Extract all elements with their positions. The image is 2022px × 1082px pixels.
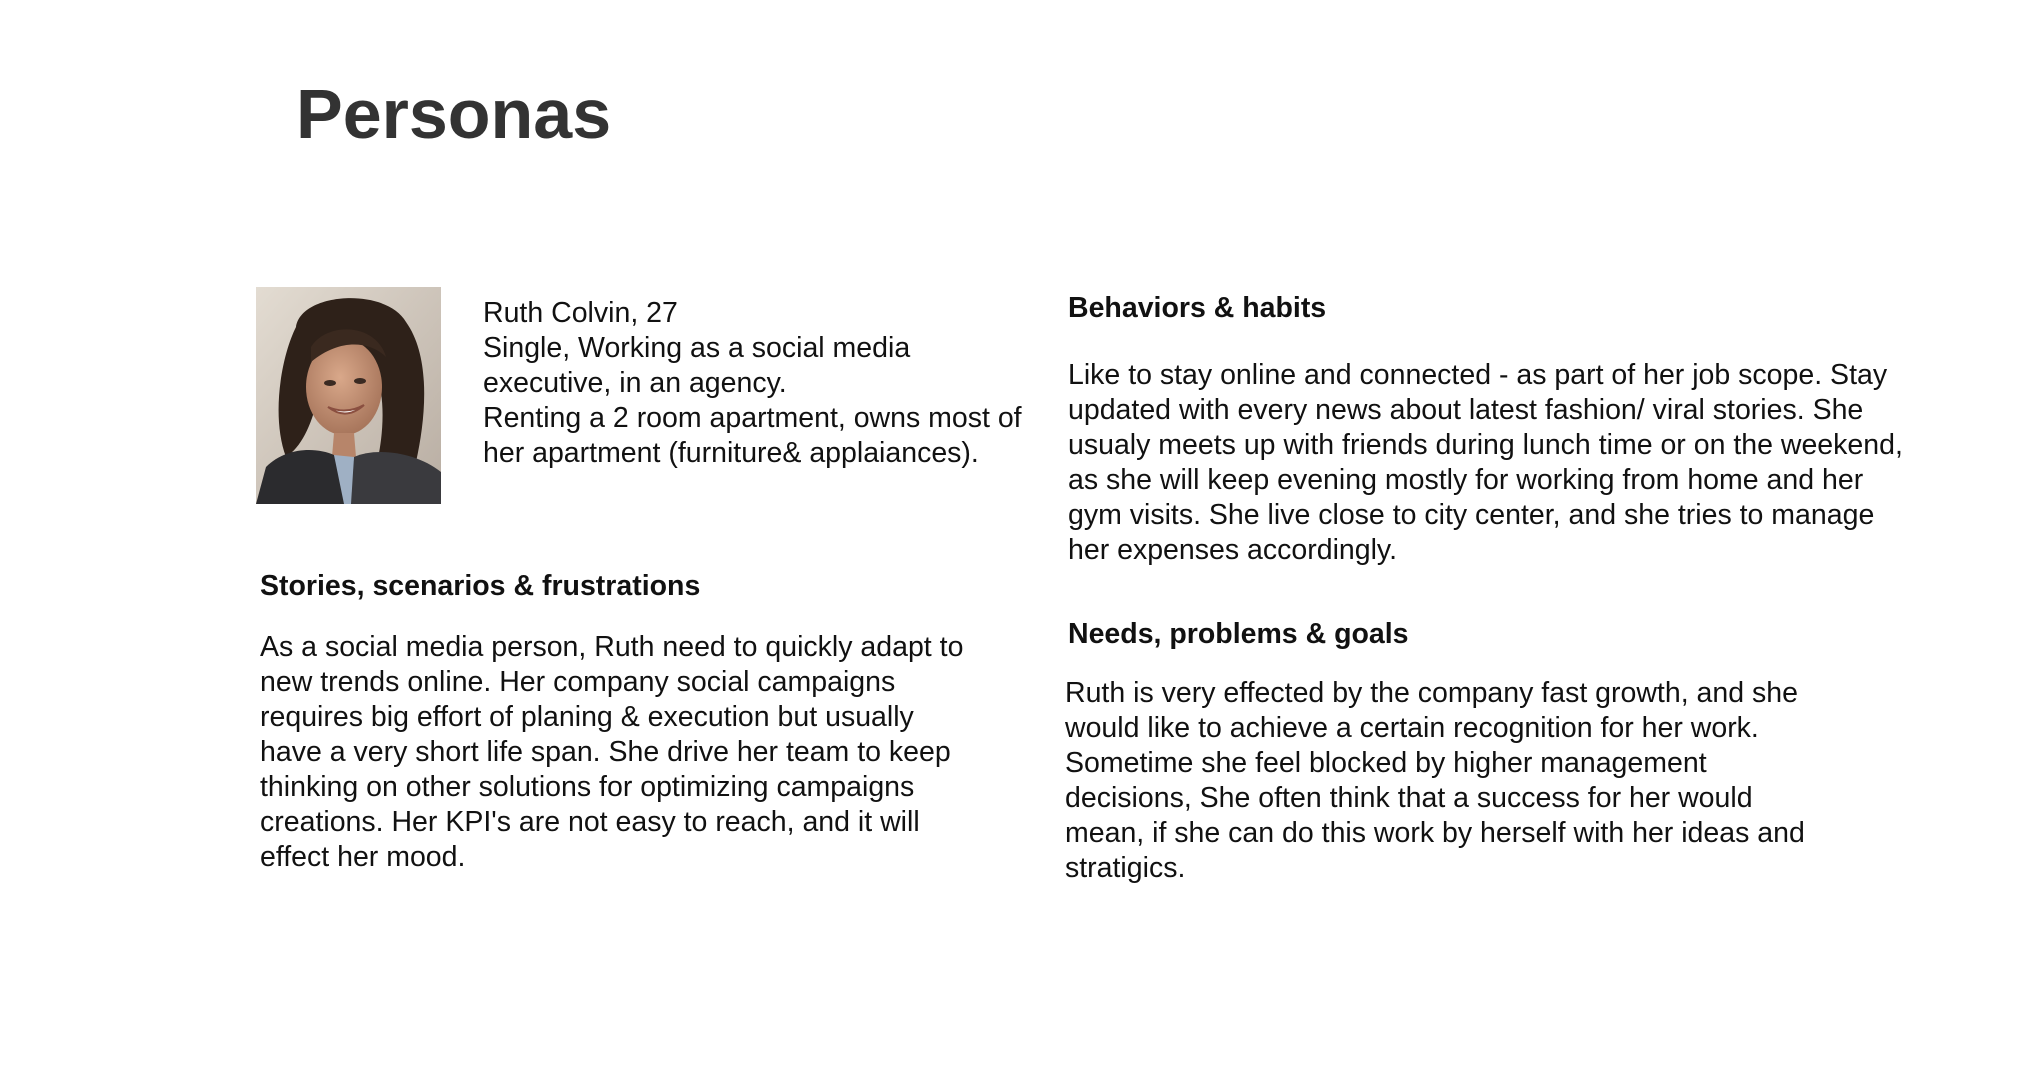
persona-living: Renting a 2 room apartment, owns most of her apartment (furniture& applaiances). (483, 402, 1022, 469)
behaviors-heading: Behaviors & habits (1068, 292, 1327, 324)
needs-text: Ruth is very effected by the company fast growth, and she would like to achieve a certain recognition for her work. Sometime she feel blocked by higher management decisions, She often think that a success for her would mean, if she can do this work by herself with her ideas and stratigics. (1065, 677, 1805, 884)
persona-profile (483, 296, 1043, 471)
needs-heading: Needs, problems & goals (1068, 618, 1409, 650)
persona-occupation: Single, Working as a social media executive, in an agency. (483, 332, 911, 399)
behaviors-text: Like to stay online and connected - as part of her job scope. Stay updated with every news about latest fashion/ viral stories. She usualy meets up with friends during lunch time or on the weekend, as she will keep evening mostly for working from home and her gym visits. She live close to city center, and she tries to manage her expenses accordingly. (1068, 359, 1903, 566)
persona-portrait-icon (256, 287, 441, 504)
page-title: Personas (296, 75, 612, 153)
stories-heading: Stories, scenarios & frustrations (260, 570, 701, 602)
stories-text: As a social media person, Ruth need to quickly adapt to new trends online. Her company social campaigns requires big effort of planing & execution but usually have a very short life span. She drive her team to keep thinking on other solutions for optimizing campaigns creations. Her KPI's are not easy to reach, and it will effect her mood. (260, 631, 964, 873)
persona-name-age: Ruth Colvin, 27 (483, 297, 678, 329)
persona-avatar (256, 287, 441, 504)
